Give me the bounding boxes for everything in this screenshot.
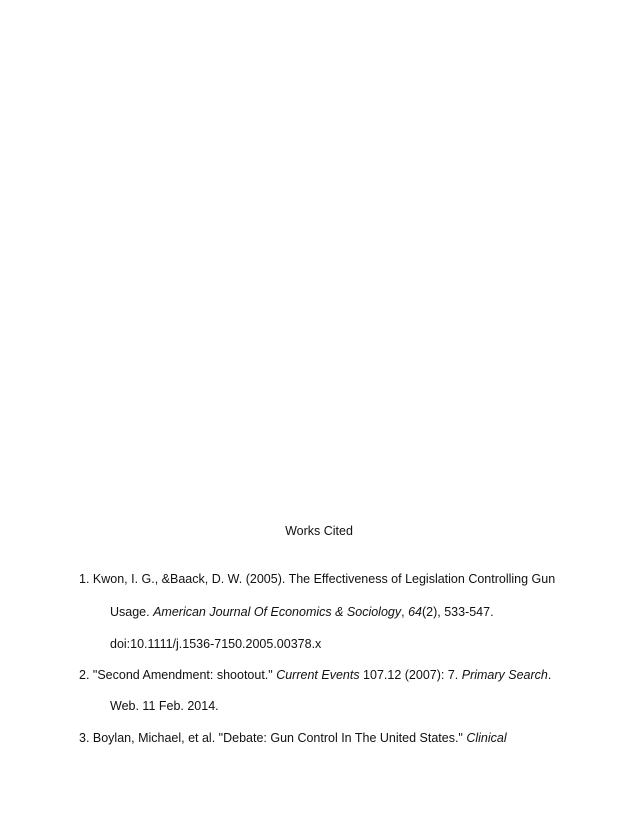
entry-1-issue-pages: (2), 533-547. bbox=[421, 605, 494, 619]
entry-2-publication: Current Events bbox=[276, 668, 360, 682]
entry-2-access-date: Web. 11 Feb. 2014. bbox=[110, 699, 219, 713]
entry-1-doi: doi:10.1111/j.1536-7150.2005.00378.x bbox=[110, 637, 322, 651]
entry-1-usage-text: Usage. bbox=[110, 605, 154, 619]
entry-1-journal-title: American Journal Of Economics & Sociology bbox=[153, 605, 402, 619]
entry-3-line-1 bbox=[79, 729, 507, 747]
entry-1-volume: 64 bbox=[408, 605, 422, 619]
entry-1-line-3 bbox=[110, 635, 321, 653]
entry-1-comma: , bbox=[401, 605, 409, 619]
entry-2-title: 2. "Second Amendment: shootout." bbox=[79, 668, 277, 682]
entry-1-author-title: 1. Kwon, I. G., &Baack, D. W. (2005). The Effectiveness of Legislation Controlling Gun bbox=[79, 572, 556, 586]
entry-2-database: Primary Search bbox=[461, 668, 548, 682]
works-cited-heading: Works Cited bbox=[285, 524, 353, 538]
entry-2-period: . bbox=[547, 668, 552, 682]
entry-2-line-2 bbox=[110, 697, 219, 715]
entry-2-issue: 107.12 (2007): 7. bbox=[359, 668, 462, 682]
entry-3-publication: Clinical bbox=[466, 731, 507, 745]
entry-2-line-1 bbox=[79, 666, 551, 684]
entry-1-line-2 bbox=[110, 603, 494, 621]
entry-1-line-1 bbox=[79, 570, 555, 588]
entry-3-title: 3. Boylan, Michael, et al. "Debate: Gun Control In The United States." bbox=[79, 731, 467, 745]
